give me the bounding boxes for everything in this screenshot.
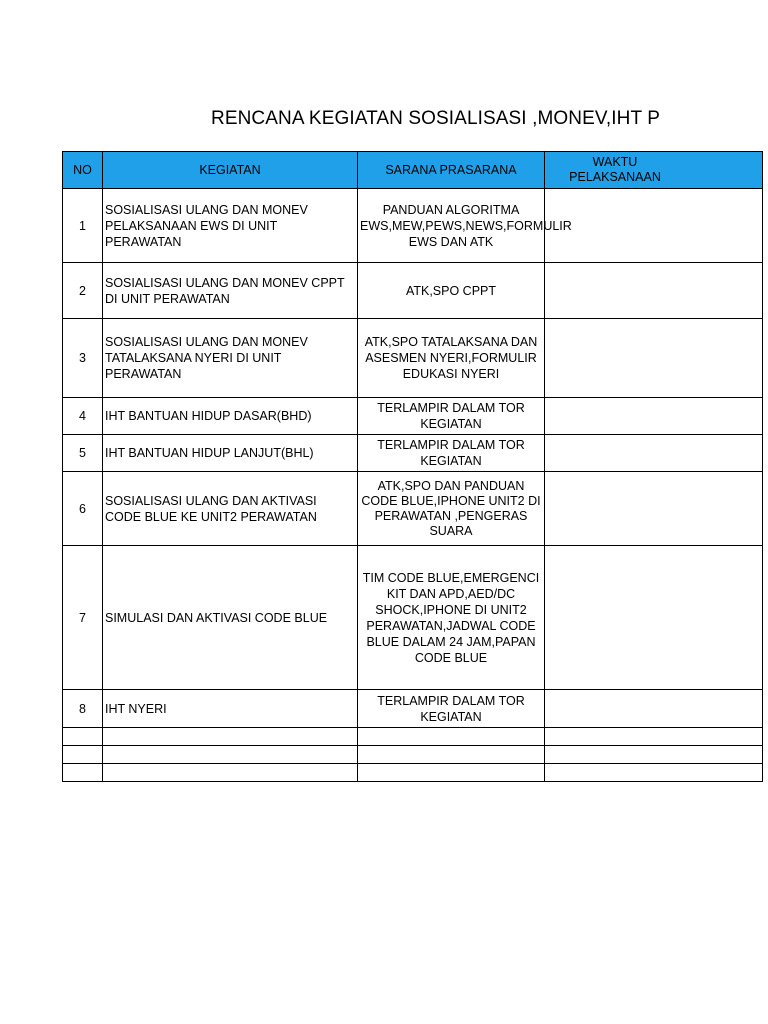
table-row: [63, 472, 763, 546]
table-header-row: [63, 152, 763, 189]
row-no: 1: [63, 189, 103, 263]
header-no: NO: [63, 152, 103, 189]
table-row: [63, 435, 763, 472]
document-title: RENCANA KEGIATAN SOSIALISASI ,MONEV,IHT P: [211, 108, 660, 129]
row-sarana: [358, 764, 545, 782]
row-sarana: PANDUAN ALGORITMA EWS,MEW,PEWS,NEWS,FORMULIR EWS DAN ATK: [358, 189, 545, 263]
table-row: [63, 189, 763, 263]
row-kegiatan: SOSIALISASI ULANG DAN MONEV TATALAKSANA NYERI DI UNIT PERAWATAN: [103, 319, 358, 398]
row-no: [63, 728, 103, 746]
row-waktu: [545, 764, 763, 782]
row-kegiatan: IHT BANTUAN HIDUP LANJUT(BHL): [103, 435, 358, 472]
header-sarana-prasarana: SARANA PRASARANA: [358, 152, 545, 189]
row-no: 2: [63, 263, 103, 319]
row-kegiatan: [103, 728, 358, 746]
row-sarana: ATK,SPO CPPT: [358, 263, 545, 319]
row-kegiatan: IHT BANTUAN HIDUP DASAR(BHD): [103, 398, 358, 435]
row-kegiatan: [103, 764, 358, 782]
row-sarana: [358, 746, 545, 764]
row-waktu: [545, 472, 763, 546]
header-waktu-pelaksanaan: [545, 152, 763, 189]
table-row: [63, 690, 763, 728]
row-waktu: [545, 546, 763, 690]
row-waktu: [545, 435, 763, 472]
row-sarana: TERLAMPIR DALAM TOR KEGIATAN: [358, 690, 545, 728]
row-no: 8: [63, 690, 103, 728]
table-row: [63, 398, 763, 435]
row-no: 4: [63, 398, 103, 435]
row-waktu: [545, 728, 763, 746]
row-sarana: TERLAMPIR DALAM TOR KEGIATAN: [358, 435, 545, 472]
row-no: 3: [63, 319, 103, 398]
row-sarana: ATK,SPO TATALAKSANA DAN ASESMEN NYERI,FORMULIR EDUKASI NYERI: [358, 319, 545, 398]
table-row: [63, 263, 763, 319]
row-waktu: [545, 263, 763, 319]
row-waktu: [545, 398, 763, 435]
row-waktu: [545, 690, 763, 728]
table-row: [63, 319, 763, 398]
row-sarana: TIM CODE BLUE,EMERGENCI KIT DAN APD,AED/DC SHOCK,IPHONE DI UNIT2 PERAWATAN,JADWAL CODE BLUE DALAM 24 JAM,PAPAN CODE BLUE: [358, 546, 545, 690]
row-kegiatan: SOSIALISASI ULANG DAN AKTIVASI CODE BLUE KE UNIT2 PERAWATAN: [103, 472, 358, 546]
activity-table-container: [62, 151, 680, 783]
row-kegiatan: [103, 746, 358, 764]
row-no: [63, 746, 103, 764]
header-kegiatan: KEGIATAN: [103, 152, 358, 189]
row-kegiatan: SIMULASI DAN AKTIVASI CODE BLUE: [103, 546, 358, 690]
row-kegiatan: SOSIALISASI ULANG DAN MONEV CPPT DI UNIT PERAWATAN: [103, 263, 358, 319]
row-no: 7: [63, 546, 103, 690]
table-row: [63, 746, 763, 764]
row-waktu: [545, 189, 763, 263]
header-waktu-label: WAKTU PELAKSANAAN: [569, 155, 661, 184]
table-row: [63, 728, 763, 746]
row-kegiatan: SOSIALISASI ULANG DAN MONEV PELAKSANAAN EWS DI UNIT PERAWATAN: [103, 189, 358, 263]
row-no: 6: [63, 472, 103, 546]
row-sarana: ATK,SPO DAN PANDUAN CODE BLUE,IPHONE UNIT2 DI PERAWATAN ,PENGERAS SUARA: [358, 472, 545, 546]
row-waktu: [545, 319, 763, 398]
row-sarana: [358, 728, 545, 746]
row-no: 5: [63, 435, 103, 472]
row-no: [63, 764, 103, 782]
row-sarana: TERLAMPIR DALAM TOR KEGIATAN: [358, 398, 545, 435]
row-kegiatan: IHT NYERI: [103, 690, 358, 728]
table-row: [63, 546, 763, 690]
table-row: [63, 764, 763, 782]
row-waktu: [545, 746, 763, 764]
activity-table: [62, 151, 763, 782]
